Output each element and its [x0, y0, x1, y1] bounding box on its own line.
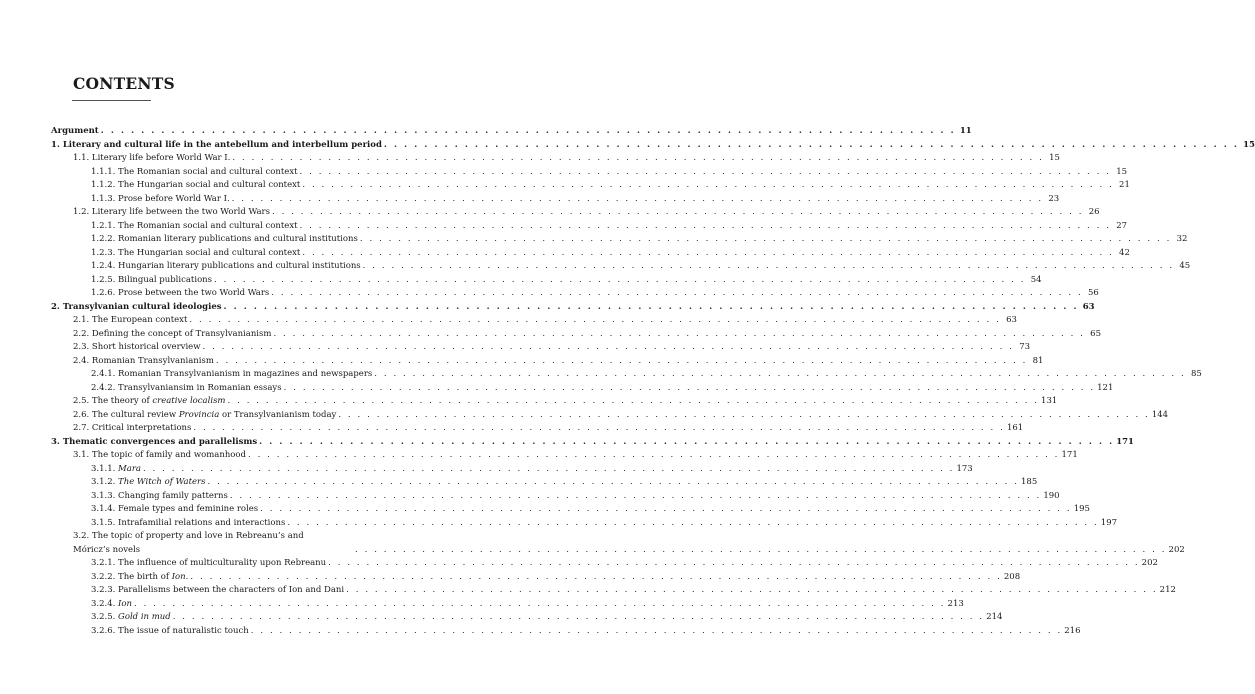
toc-entry-page-number: 121: [1097, 382, 1114, 393]
dot-leader: . . . . . . . . . . . . . . . . . . . . . . . . . . . . . . . . . . . . . . . . . . . . . . . . . . . . . . . . . . . . . . . . . . . . . . . . . . . . . . . . . . . . .: [232, 153, 1044, 163]
dot-leader: . . . . . . . . . . . . . . . . . . . . . . . . . . . . . . . . . . . . . . . . . . . . . . . . . . . . . . . . . . . . . . . . . . . . . . . . . . . . . . . . . . . . .: [299, 166, 1112, 177]
toc-entry-title: 1.2.1. The Romanian social and cultural context: [91, 220, 298, 231]
toc-entry[interactable]: [51, 328, 1101, 342]
dot-leader: . . . . . . . . . . . . . . . . . . . . . . . . . . . . . . . . . . . . . . . . . . . . . . . . . . . . . . . . . . . . . . . . . . . . . . . . . . . . . . . . . . . . .: [328, 558, 1140, 568]
toc-entry-title-part: 2.6. The cultural review: [73, 409, 179, 420]
page-title: CONTENTS: [73, 74, 175, 93]
dot-leader: . . . . . . . . . . . . . . . . . . . . . . . . . . . . . . . . . . . . . . . . . . . . . . . . . . . . . . . . . . . . . . . . . . . . . . . . . . . . . . . . . . . . .: [383, 139, 1239, 150]
toc-entry-title: Argument: [51, 126, 99, 136]
dot-leader: . . . . . . . . . . . . . . . . . . . . . . . . . . . . . . . . . . . . . . . . . . . . . . . . . . . . . . . . . . . . . . . . . . . . . . . . . . . . . . . . . . . . .: [271, 288, 1083, 298]
toc-entry[interactable]: [51, 584, 1176, 598]
toc-entry-title: 1.1.1. The Romanian social and cultural context: [91, 166, 298, 177]
dot-leader: . . . . . . . . . . . . . . . . . . . . . . . . . . . . . . . . . . . . . . . . . . . . . . . . . . . . . . . . . . . . . . . . . . . . . . . . . . . . . . . . . . . . .: [355, 544, 1167, 555]
toc-entry-page-number: 32: [1176, 234, 1188, 244]
toc-entry[interactable]: [51, 139, 1255, 153]
toc-entry[interactable]: [51, 247, 1130, 261]
toc-entry[interactable]: [51, 179, 1130, 193]
toc-entry-title-italic: Provincia: [178, 409, 220, 420]
toc-entry-page-number: 15: [1049, 153, 1060, 163]
toc-entry-title-italic: creative localism: [152, 396, 226, 406]
toc-entry-page-number: 214: [986, 612, 1003, 622]
toc-entry[interactable]: [51, 274, 1042, 288]
toc-entry[interactable]: [51, 125, 972, 139]
dot-leader: . . . . . . . . . . . . . . . . . . . . . . . . . . . . . . . . . . . . . . . . . . . . . . . . . . . . . . . . . . . . . . . . . . . . . . . . . . . . . . . . . . . . .: [260, 504, 1072, 514]
toc-entry[interactable]: [51, 193, 1060, 207]
toc-entry-title: 3.2.1. The influence of multiculturality upon Rebreanu: [91, 558, 327, 568]
toc-entry[interactable]: [51, 206, 1100, 220]
dot-leader: . . . . . . . . . . . . . . . . . . . . . . . . . . . . . . . . . . . . . . . . . . . . . . . . . . . . . . . . . . . . . . . . . . . . . . . . . . . . . . . . . . . . .: [142, 463, 955, 474]
dot-leader: . . . . . . . . . . . . . . . . . . . . . . . . . . . . . . . . . . . . . . . . . . . . . . . . . . . . . . . . . . . . . . . . . . . . . . . . . . . . . . . . . . . . .: [247, 450, 1060, 460]
toc-entry-title: [91, 598, 132, 612]
toc-entry-title: 1.2. Literary life between the two World Wars: [73, 207, 270, 217]
dot-leader: . . . . . . . . . . . . . . . . . . . . . . . . . . . . . . . . . . . . . . . . . . . . . . . . . . . . . . . . . . . . . . . . . . . . . . . . . . . . . . . . . . . . .: [259, 436, 1115, 447]
toc-entry-page-number: 23: [1048, 193, 1060, 204]
dot-leader: . . . . . . . . . . . . . . . . . . . . . . . . . . . . . . . . . . . . . . . . . . . . . . . . . . . . . . . . . . . . . . . . . . . . . . . . . . . . . . . . . . . . .: [100, 126, 956, 136]
dot-leader: . . . . . . . . . . . . . . . . . . . . . . . . . . . . . . . . . . . . . . . . . . . . . . . . . . . . . . . . . . . . . . . . . . . . . . . . . . . . . . . . . . . . .: [189, 315, 1001, 325]
toc-entry-title: 2. Transylvanian cultural ideologies: [51, 301, 222, 312]
toc-entry-page-number: 208: [1003, 571, 1021, 582]
dot-leader: . . . . . . . . . . . . . . . . . . . . . . . . . . . . . . . . . . . . . . . . . . . . . . . . . . . . . . . . . . . . . . . . . . . . . . . . . . . . . . . . . . . . .: [302, 247, 1114, 258]
toc-entry-title: 2.4. Romanian Transylvanianism: [73, 355, 214, 366]
toc-entry[interactable]: [51, 341, 1031, 355]
dot-leader: . . . . . . . . . . . . . . . . . . . . . . . . . . . . . . . . . . . . . . . . . . . . . . . . . . . . . . . . . . . . . . . . . . . . . . . . . . . . . . . . . . . . .: [229, 490, 1042, 501]
toc-entry-page-number: 197: [1100, 517, 1118, 528]
toc-entry-page-number: 171: [1116, 436, 1134, 447]
toc-entry-title: 2.3. Short historical overview: [73, 342, 201, 352]
toc-entry-title-italic: Mara: [118, 463, 141, 474]
toc-entry-title-part: 3.2.4.: [91, 598, 119, 609]
toc-entry[interactable]: [51, 476, 1038, 490]
toc-entry[interactable]: [51, 598, 964, 612]
toc-entry-title: 1.1. Literary life before World War I.: [73, 153, 231, 163]
toc-entry-page-number: 144: [1151, 409, 1169, 420]
toc-entry[interactable]: [51, 503, 1090, 517]
toc-entry-page-number: 190: [1043, 490, 1060, 501]
toc-entry-page-number: 81: [1032, 355, 1044, 366]
toc-entry-page-number: 161: [1006, 423, 1024, 433]
toc-entry-title: 2.4.1. Romanian Transylvanianism in magazines and newspapers: [91, 369, 373, 379]
toc-entry-title-italic: Ion: [171, 571, 186, 582]
dot-leader: . . . . . . . . . . . . . . . . . . . . . . . . . . . . . . . . . . . . . . . . . . . . . . . . . . . . . . . . . . . . . . . . . . . . . . . . . . . . . . . . . . . . .: [207, 477, 1020, 487]
toc-entry[interactable]: [51, 287, 1099, 301]
toc-entry[interactable]: [51, 260, 1191, 274]
toc-entry-title: 1.2.2. Romanian literary publications and cultural institutions: [91, 234, 358, 244]
toc-entry-page-number: 195: [1073, 504, 1090, 514]
toc-entry-page-number: 27: [1116, 220, 1128, 231]
dot-leader: . . . . . . . . . . . . . . . . . . . . . . . . . . . . . . . . . . . . . . . . . . . . . . . . . . . . . . . . . . . . . . . . . . . . . . . . . . . . . . . . . . . . .: [283, 382, 1096, 393]
toc-entry-page-number: 54: [1030, 274, 1042, 285]
toc-entry-page-number: 63: [1082, 301, 1095, 312]
toc-entry-title-part: 3.1.1.: [91, 463, 119, 474]
toc-entry-page-number: 15: [1116, 166, 1128, 177]
dot-leader: . . . . . . . . . . . . . . . . . . . . . . . . . . . . . . . . . . . . . . . . . . . . . . . . . . . . . . . . . . . . . . . . . . . . . . . . . . . . . . . . . . . . .: [359, 234, 1172, 244]
toc-entry[interactable]: [51, 166, 1128, 180]
toc-entry-page-number: 185: [1021, 477, 1038, 487]
toc-entry-page-number: 65: [1090, 328, 1101, 339]
toc-entry-title-italic: Gold in mud: [118, 612, 171, 622]
toc-entry-page-number: 213: [947, 598, 964, 609]
dot-leader: . . . . . . . . . . . . . . . . . . . . . . . . . . . . . . . . . . . . . . . . . . . . . . . . . . . . . . . . . . . . . . . . . . . . . . . . . . . . . . . . . . . . .: [193, 423, 1005, 433]
toc-entry-title: [91, 571, 188, 585]
toc-entry-page-number: 202: [1141, 558, 1158, 568]
toc-entry[interactable]: [51, 571, 1021, 585]
dot-leader: . . . . . . . . . . . . . . . . . . . . . . . . . . . . . . . . . . . . . . . . . . . . . . . . . . . . . . . . . . . . . . . . . . . . . . . . . . . . . . . . . . . . .: [302, 180, 1114, 190]
toc-entry-page-number: 131: [1041, 396, 1058, 406]
toc-entry-title: 1.2.3. The Hungarian social and cultural context: [91, 247, 301, 258]
toc-entry[interactable]: [51, 314, 1017, 328]
toc-entry-page-number: 63: [1006, 315, 1017, 325]
dot-leader: . . . . . . . . . . . . . . . . . . . . . . . . . . . . . . . . . . . . . . . . . . . . . . . . . . . . . . . . . . . . . . . . . . . . . . . . . . . . . . . . . . . . .: [231, 193, 1044, 204]
toc-entry[interactable]: [51, 436, 1134, 450]
dot-leader: . . . . . . . . . . . . . . . . . . . . . . . . . . . . . . . . . . . . . . . . . . . . . . . . . . . . . . . . . . . . . . . . . . . . . . . . . . . . . . . . . . . . .: [299, 220, 1112, 231]
dot-leader: . . . . . . . . . . . . . . . . . . . . . . . . . . . . . . . . . . . . . . . . . . . . . . . . . . . . . . . . . . . . . . . . . . . . . . . . . . . . . . . . . . . . .: [190, 571, 1002, 582]
toc-entry-page-number: 15: [1243, 139, 1255, 150]
dot-leader: . . . . . . . . . . . . . . . . . . . . . . . . . . . . . . . . . . . . . . . . . . . . . . . . . . . . . . . . . . . . . . . . . . . . . . . . . . . . . . . . . . . . .: [134, 598, 946, 609]
toc-entry-title: 1.2.5. Bilingual publications: [91, 274, 213, 285]
toc-entry[interactable]: [51, 220, 1128, 234]
toc-entry[interactable]: [51, 395, 1058, 409]
toc-entry[interactable]: [51, 557, 1158, 571]
toc-entry[interactable]: [51, 611, 1003, 625]
toc-entry-title: [73, 409, 336, 423]
dot-leader: . . . . . . . . . . . . . . . . . . . . . . . . . . . . . . . . . . . . . . . . . . . . . . . . . . . . . . . . . . . . . . . . . . . . . . . . . . . . . . . . . . . . .: [214, 274, 1026, 285]
dot-leader: . . . . . . . . . . . . . . . . . . . . . . . . . . . . . . . . . . . . . . . . . . . . . . . . . . . . . . . . . . . . . . . . . . . . . . . . . . . . . . . . . . . . .: [223, 301, 1079, 312]
toc-entry[interactable]: [51, 382, 1114, 396]
toc-entry-title: [91, 611, 171, 625]
dot-leader: . . . . . . . . . . . . . . . . . . . . . . . . . . . . . . . . . . . . . . . . . . . . . . . . . . . . . . . . . . . . . . . . . . . . . . . . . . . . . . . . . . . . .: [250, 625, 1063, 636]
toc-entry-title: [91, 463, 141, 477]
toc-entry[interactable]: [51, 152, 1060, 166]
dot-leader: . . . . . . . . . . . . . . . . . . . . . . . . . . . . . . . . . . . . . . . . . . . . . . . . . . . . . . . . . . . . . . . . . . . . . . . . . . . . . . . . . . . . .: [172, 612, 985, 622]
toc-entry[interactable]: [51, 233, 1188, 247]
toc-entry-title-part: 3.2.5.: [91, 612, 119, 622]
toc-entry-page-number: 73: [1019, 342, 1031, 352]
title-underline: [72, 100, 151, 101]
toc-entry-title-part: 2.5. The theory of: [73, 396, 153, 406]
toc-entry-title-italic: The Witch of Waters: [118, 477, 206, 487]
toc-entry[interactable]: [51, 449, 1078, 463]
toc-entry-title: 1. Literary and cultural life in the antebellum and interbellum period: [51, 139, 382, 150]
toc-entry-page-number: 216: [1064, 625, 1081, 636]
toc-entry-title-part: 3.1.2.: [91, 477, 119, 487]
toc-entry-title: 1.1.3. Prose before World War I.: [91, 193, 230, 204]
toc-entry[interactable]: [51, 463, 973, 477]
toc-entry-page-number: 85: [1190, 369, 1202, 379]
toc-entry-title: 2.4.2. Transylvaniansim in Romanian essays: [91, 382, 282, 393]
toc-entry[interactable]: [51, 517, 1118, 531]
toc-entry-title-line: 3.2. The topic of property and love in Rebreanu’s and: [73, 531, 304, 541]
toc-entry-page-number: 45: [1179, 261, 1191, 271]
toc-entry[interactable]: [51, 301, 1095, 315]
toc-entry-title: 3.2.6. The issue of naturalistic touch: [91, 625, 249, 636]
toc-entry-page-number: 202: [1168, 544, 1185, 555]
toc-entry[interactable]: [51, 490, 1060, 504]
toc-entry-title-italic: Ion: [118, 598, 132, 609]
toc-entry-page-number: 21: [1119, 180, 1130, 190]
toc-entry-title: 3.1. The topic of family and womanhood: [73, 450, 246, 460]
toc-entry-title: 3. Thematic convergences and parallelisms: [51, 436, 258, 447]
dot-leader: . . . . . . . . . . . . . . . . . . . . . . . . . . . . . . . . . . . . . . . . . . . . . . . . . . . . . . . . . . . . . . . . . . . . . . . . . . . . . . . . . . . . .: [202, 342, 1015, 352]
toc-entry-title-line: Móricz’s novels: [73, 544, 141, 555]
toc-entry[interactable]: [51, 355, 1044, 369]
toc-entry-page-number: 11: [959, 126, 972, 136]
toc-entry-title: [91, 476, 205, 490]
toc-entry-title-part: .: [185, 571, 189, 582]
toc-entry-title: 2.2. Defining the concept of Transylvanianism: [73, 328, 272, 339]
toc-entry[interactable]: [51, 422, 1024, 436]
toc-entry-title: 2.7. Critical interpretations: [73, 423, 192, 433]
dot-leader: . . . . . . . . . . . . . . . . . . . . . . . . . . . . . . . . . . . . . . . . . . . . . . . . . . . . . . . . . . . . . . . . . . . . . . . . . . . . . . . . . . . . .: [374, 369, 1186, 379]
dot-leader: . . . . . . . . . . . . . . . . . . . . . . . . . . . . . . . . . . . . . . . . . . . . . . . . . . . . . . . . . . . . . . . . . . . . . . . . . . . . . . . . . . . . .: [362, 261, 1175, 271]
toc-entry-title: [73, 530, 353, 557]
toc-entry-title: 2.1. The European context: [73, 315, 188, 325]
toc-entry[interactable]: [51, 368, 1202, 382]
toc-entry-page-number: 26: [1088, 207, 1100, 217]
dot-leader: . . . . . . . . . . . . . . . . . . . . . . . . . . . . . . . . . . . . . . . . . . . . . . . . . . . . . . . . . . . . . . . . . . . . . . . . . . . . . . . . . . . . .: [346, 585, 1158, 595]
toc-entry-title: 1.2.4. Hungarian literary publications and cultural institutions: [91, 261, 361, 271]
dot-leader: . . . . . . . . . . . . . . . . . . . . . . . . . . . . . . . . . . . . . . . . . . . . . . . . . . . . . . . . . . . . . . . . . . . . . . . . . . . . . . . . . . . . .: [338, 409, 1150, 420]
table-of-contents: [51, 125, 1255, 638]
toc-entry-title: 3.2.3. Parallelisms between the characters of Ion and Dani: [91, 585, 345, 595]
toc-entry-title: 3.1.5. Intrafamilial relations and interactions: [91, 517, 286, 528]
toc-entry-title: 1.1.2. The Hungarian social and cultural context: [91, 180, 301, 190]
toc-entry-title: 1.2.6. Prose between the two World Wars: [91, 288, 270, 298]
toc-entry-page-number: 56: [1087, 288, 1099, 298]
toc-entry-page-number: 42: [1119, 247, 1130, 258]
toc-entry-page-number: 212: [1159, 585, 1176, 595]
toc-entry-title: 3.1.4. Female types and feminine roles: [91, 504, 259, 514]
dot-leader: . . . . . . . . . . . . . . . . . . . . . . . . . . . . . . . . . . . . . . . . . . . . . . . . . . . . . . . . . . . . . . . . . . . . . . . . . . . . . . . . . . . . .: [215, 355, 1028, 366]
toc-entry-title-part: or Transylvanianism today: [219, 409, 337, 420]
toc-entry[interactable]: [51, 409, 1169, 423]
toc-entry[interactable]: [51, 530, 1185, 557]
toc-entry-title: [73, 395, 226, 409]
dot-leader: . . . . . . . . . . . . . . . . . . . . . . . . . . . . . . . . . . . . . . . . . . . . . . . . . . . . . . . . . . . . . . . . . . . . . . . . . . . . . . . . . . . . .: [271, 207, 1084, 217]
dot-leader: . . . . . . . . . . . . . . . . . . . . . . . . . . . . . . . . . . . . . . . . . . . . . . . . . . . . . . . . . . . . . . . . . . . . . . . . . . . . . . . . . . . . .: [273, 328, 1085, 339]
toc-entry-page-number: 173: [956, 463, 973, 474]
toc-entry-title-part: 3.2.2. The birth of: [91, 571, 172, 582]
toc-entry-title: 3.1.3. Changing family patterns: [91, 490, 228, 501]
toc-entry[interactable]: [51, 625, 1081, 639]
dot-leader: . . . . . . . . . . . . . . . . . . . . . . . . . . . . . . . . . . . . . . . . . . . . . . . . . . . . . . . . . . . . . . . . . . . . . . . . . . . . . . . . . . . . .: [287, 517, 1099, 528]
toc-entry-page-number: 171: [1061, 450, 1078, 460]
dot-leader: . . . . . . . . . . . . . . . . . . . . . . . . . . . . . . . . . . . . . . . . . . . . . . . . . . . . . . . . . . . . . . . . . . . . . . . . . . . . . . . . . . . . .: [227, 396, 1040, 406]
